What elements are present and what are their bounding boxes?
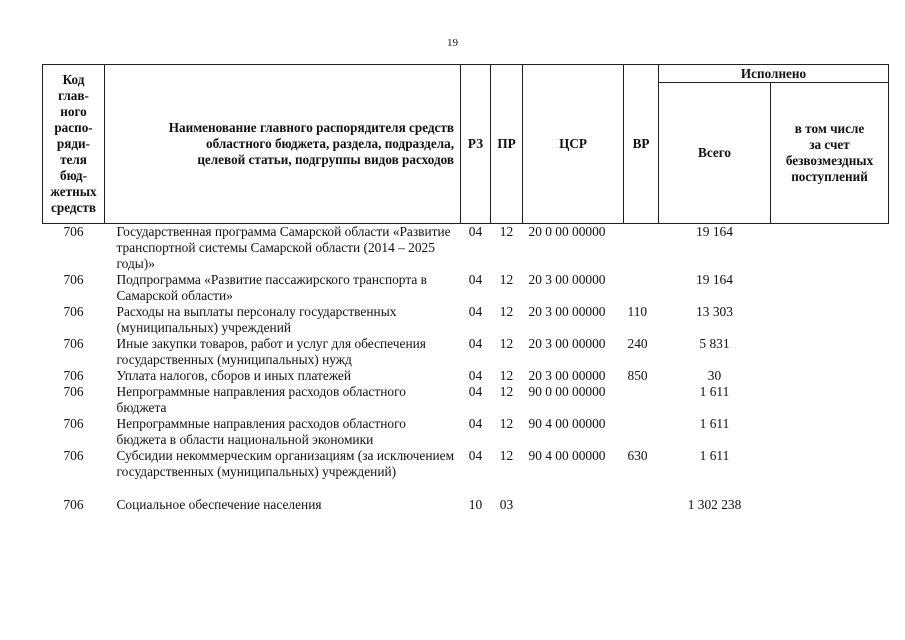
table-row bbox=[43, 336, 889, 368]
cell-total: 1 611 bbox=[699, 416, 730, 431]
cell-csr: 20 0 00 00000 bbox=[528, 224, 606, 239]
cell-gratis bbox=[771, 384, 889, 416]
header-gratis: в том числе за счет безвозмездных поступлений bbox=[771, 83, 889, 224]
cell-vr bbox=[624, 497, 659, 513]
cell-gratis bbox=[771, 304, 889, 336]
cell-rz: 04 bbox=[468, 272, 483, 287]
cell-pr: 12 bbox=[499, 368, 514, 383]
cell-pr: 03 bbox=[499, 497, 514, 512]
table-row bbox=[43, 497, 889, 513]
cell-vr: 630 bbox=[627, 448, 648, 463]
cell-rz: 04 bbox=[468, 448, 483, 463]
cell-vr: 240 bbox=[627, 336, 648, 351]
cell-vr: 850 bbox=[627, 368, 648, 383]
budget-table bbox=[42, 64, 889, 513]
header-csr: ЦСР bbox=[523, 65, 624, 224]
table-header bbox=[43, 65, 889, 224]
cell-code: 706 bbox=[63, 368, 84, 383]
cell-pr: 12 bbox=[499, 224, 514, 239]
cell-gratis bbox=[771, 272, 889, 304]
header-executed: Исполнено bbox=[659, 65, 889, 83]
cell-vr bbox=[624, 272, 659, 304]
cell-csr: 90 4 00 00000 bbox=[528, 416, 606, 431]
cell-csr: 20 3 00 00000 bbox=[528, 304, 606, 319]
cell-csr: 90 4 00 00000 bbox=[528, 448, 606, 463]
cell-pr: 12 bbox=[499, 272, 514, 287]
cell-gratis bbox=[771, 368, 889, 384]
cell-vr bbox=[624, 416, 659, 448]
cell-total: 1 302 238 bbox=[687, 497, 742, 512]
cell-rz: 04 bbox=[468, 416, 483, 431]
table-row bbox=[43, 448, 889, 480]
cell-pr: 12 bbox=[499, 304, 514, 319]
cell-total: 1 611 bbox=[699, 384, 730, 399]
header-code: Код глав- ного распо- ряди- теля бюд- жетных средств bbox=[43, 65, 105, 224]
table-row bbox=[43, 272, 889, 304]
cell-name: Непрограммные направления расходов областного бюджета bbox=[116, 384, 406, 415]
cell-csr: 90 0 00 00000 bbox=[528, 384, 606, 399]
cell-csr: 20 3 00 00000 bbox=[528, 368, 606, 383]
header-total: Всего bbox=[659, 83, 771, 224]
cell-code: 706 bbox=[63, 497, 84, 512]
spacer-row bbox=[43, 480, 889, 497]
cell-pr: 12 bbox=[499, 416, 514, 431]
page-number: 19 bbox=[447, 37, 458, 49]
cell-name: Непрограммные направления расходов областного бюджета в области национальной экономики bbox=[116, 416, 406, 447]
cell-gratis bbox=[771, 448, 889, 480]
cell-rz: 04 bbox=[468, 224, 483, 239]
cell-code: 706 bbox=[63, 448, 84, 463]
table-row bbox=[43, 368, 889, 384]
cell-rz: 04 bbox=[468, 384, 483, 399]
table-row bbox=[43, 304, 889, 336]
cell-name: Подпрограмма «Развитие пассажирского транспорта в Самарской области» bbox=[116, 272, 427, 303]
cell-code: 706 bbox=[63, 384, 84, 399]
header-vr: ВР bbox=[624, 65, 659, 224]
table-row bbox=[43, 416, 889, 448]
cell-gratis bbox=[771, 336, 889, 368]
cell-name: Государственная программа Самарской области «Развитие транспортной системы Самарской области (2014 – 2025 годы)» bbox=[116, 224, 451, 271]
cell-pr: 12 bbox=[499, 336, 514, 351]
cell-name: Расходы на выплаты персоналу государственных (муниципальных) учреждений bbox=[116, 304, 397, 335]
cell-rz: 04 bbox=[468, 304, 483, 319]
cell-csr bbox=[523, 497, 624, 513]
cell-code: 706 bbox=[63, 304, 84, 319]
cell-rz: 04 bbox=[468, 336, 483, 351]
header-name: Наименование главного распорядителя средств областного бюджета, раздела, подраздела, целевой статьи, подгруппы видов расходов bbox=[105, 65, 461, 224]
header-pr: ПР bbox=[491, 65, 523, 224]
cell-pr: 12 bbox=[499, 448, 514, 463]
cell-csr: 20 3 00 00000 bbox=[528, 272, 606, 287]
cell-gratis bbox=[771, 416, 889, 448]
cell-code: 706 bbox=[63, 272, 84, 287]
cell-pr: 12 bbox=[499, 384, 514, 399]
cell-csr: 20 3 00 00000 bbox=[528, 336, 606, 351]
cell-code: 706 bbox=[63, 416, 84, 431]
cell-gratis bbox=[771, 224, 889, 273]
cell-total: 19 164 bbox=[696, 224, 733, 239]
cell-code: 706 bbox=[63, 224, 84, 239]
cell-vr: 110 bbox=[627, 304, 648, 319]
header-rz: РЗ bbox=[461, 65, 491, 224]
cell-name: Уплата налогов, сборов и иных платежей bbox=[116, 368, 352, 383]
cell-vr bbox=[624, 384, 659, 416]
cell-rz: 04 bbox=[468, 368, 483, 383]
cell-gratis bbox=[771, 497, 889, 513]
cell-total: 1 611 bbox=[699, 448, 730, 463]
cell-vr bbox=[624, 224, 659, 273]
cell-rz: 10 bbox=[468, 497, 483, 512]
table-row bbox=[43, 384, 889, 416]
table-body bbox=[43, 224, 889, 514]
cell-total: 13 303 bbox=[696, 304, 733, 319]
cell-name: Иные закупки товаров, работ и услуг для обеспечения государственных (муниципальных) нужд bbox=[116, 336, 426, 367]
cell-total: 19 164 bbox=[696, 272, 733, 287]
cell-total: 30 bbox=[707, 368, 722, 383]
table-row bbox=[43, 224, 889, 273]
cell-name: Социальное обеспечение населения bbox=[116, 497, 322, 512]
cell-name: Субсидии некоммерческим организациям (за исключением государственных (муниципальных) учреждений) bbox=[116, 448, 455, 479]
cell-code: 706 bbox=[63, 336, 84, 351]
cell-total: 5 831 bbox=[699, 336, 730, 351]
